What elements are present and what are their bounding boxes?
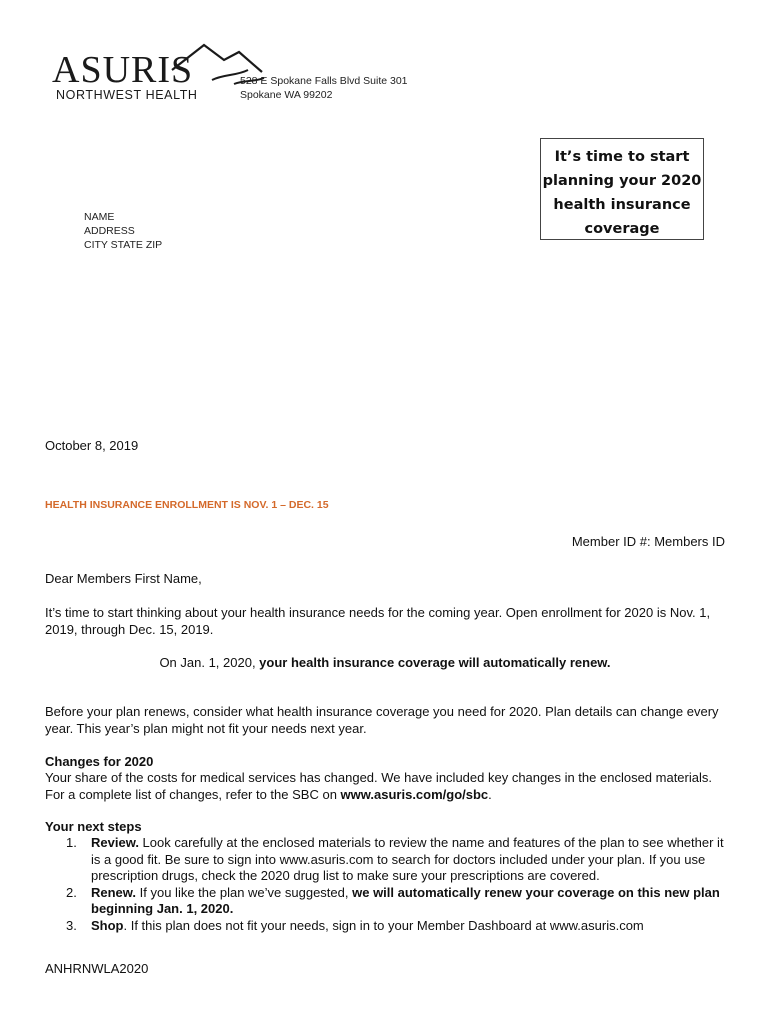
recipient-name: NAME <box>84 211 115 223</box>
form-code: ANHRNWLA2020 <box>45 961 149 976</box>
recipient-city-state-zip: CITY STATE ZIP <box>84 239 163 251</box>
step-text: If you like the plan we’ve suggested, <box>136 884 353 900</box>
intro-paragraph: It’s time to start thinking about your health insurance needs for the coming year. Open enrollment for 2020 is Nov. 1, 2019, through Dec. 15, 2019. <box>45 605 711 637</box>
renewal-statement <box>45 655 725 672</box>
logo-subtitle: NORTHWEST HEALTH <box>56 88 198 102</box>
changes-heading: Changes for 2020 <box>45 754 154 769</box>
logo-wordmark: ASURIS <box>52 49 194 91</box>
step-item-renew <box>45 885 735 918</box>
step-text: . If this plan does not fit your needs, sign in to your Member Dashboard at www.asuris.com <box>123 917 644 933</box>
step-number: 3. <box>66 917 77 933</box>
step-item-review <box>45 835 735 885</box>
changes-end: . <box>488 786 492 802</box>
steps-heading: Your next steps <box>45 819 142 834</box>
callout-line-3: health insurance <box>553 197 691 213</box>
member-id: Member ID #: Members ID <box>571 534 725 549</box>
step-title: Review. <box>91 835 139 850</box>
recipient-block <box>84 210 162 252</box>
address-line-1: 528 E Spokane Falls Blvd Suite 301 <box>240 75 408 87</box>
renewal-bold: your health insurance coverage will automatically renew. <box>259 655 611 670</box>
step-bold-tail: we will automatically renew your coverage on this new plan beginning Jan. 1, 2020. <box>91 884 720 916</box>
sbc-link[interactable]: www.asuris.com/go/sbc <box>340 786 489 802</box>
changes-paragraph <box>45 770 735 803</box>
step-item-shop <box>45 918 735 935</box>
recipient-address: ADDRESS <box>84 225 135 237</box>
salutation: Dear Members First Name, <box>45 571 202 586</box>
step-title: Renew. <box>91 884 137 900</box>
step-number: 1. <box>66 835 77 850</box>
callout-box <box>540 138 704 240</box>
step-number: 2. <box>66 884 77 900</box>
sender-address <box>240 74 408 102</box>
enrollment-notice: HEALTH INSURANCE ENROLLMENT IS NOV. 1 – DEC. 15 <box>45 499 329 511</box>
address-line-2: Spokane WA 99202 <box>240 89 333 101</box>
callout-line-4: coverage <box>584 221 660 237</box>
callout-line-1: It’s time to start <box>554 149 690 165</box>
changes-text: Your share of the costs for medical services has changed. We have included key changes in the enclosed materials. For a complete list of changes, refer to the SBC on <box>45 770 712 802</box>
renewal-prefix: On Jan. 1, 2020, <box>159 655 260 670</box>
step-text: Look carefully at the enclosed materials to review the name and features of the plan to see whether it is a good fit. Be sure to sign into www.asuris.com to search for doctors included under your plan. If you use prescription drugs, check the 2020 drug list to make sure your prescriptions are covered. <box>91 835 724 883</box>
asuris-logo <box>52 40 232 104</box>
letter-date: October 8, 2019 <box>45 438 139 453</box>
callout-line-2: planning your 2020 <box>542 173 702 189</box>
plan-paragraph: Before your plan renews, consider what health insurance coverage you need for 2020. Plan details can change every year. This year’s plan might not fit your needs next year. <box>45 704 719 736</box>
step-title: Shop <box>91 917 124 933</box>
steps-list <box>45 835 735 934</box>
